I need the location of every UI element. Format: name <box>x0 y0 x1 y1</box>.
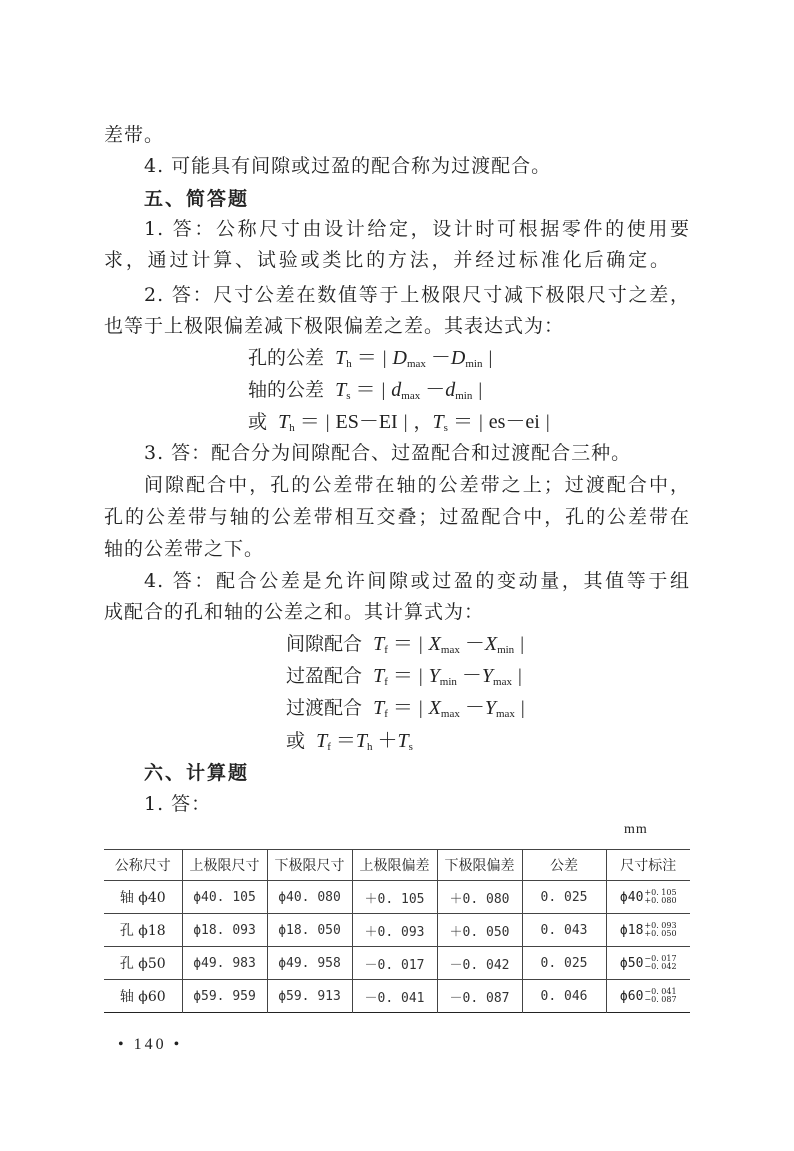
text-line: 4. 答：配合公差是允许间隙或过盈的变动量，其值等于组 <box>144 570 690 592</box>
text-line: 1. 答：公称尺寸由设计给定，设计时可根据零件的使用要 <box>144 218 690 240</box>
text-line: 求，通过计算、试验或类比的方法，并经过标准化后确定。 <box>104 249 670 271</box>
cell-es: －0. 041 <box>352 980 437 1013</box>
page-number: • 140 • <box>118 1036 183 1053</box>
column-header: 尺寸标注 <box>606 850 690 881</box>
text-line: 差带。 <box>104 124 165 146</box>
formula-deviation-form: 或 $T_h$ ＝ | ES－EI | ，$T_s$ ＝ | es－ei | <box>248 411 550 434</box>
cell-min: ϕ59. 913 <box>267 980 352 1013</box>
table-row <box>104 980 690 1013</box>
dim-upper: −0. 041 <box>644 987 677 996</box>
dim-upper: +0. 093 <box>644 921 677 930</box>
table-row <box>104 881 690 914</box>
cell-max: ϕ18. 093 <box>182 914 267 947</box>
text-line: 孔的公差带与轴的公差带相互交叠；过盈配合中，孔的公差带在 <box>104 506 690 528</box>
dim-lower: −0. 042 <box>644 962 677 971</box>
cell-dimension <box>606 914 690 947</box>
cell-max: ϕ59. 959 <box>182 980 267 1013</box>
text-line: 4. 可能具有间隙或过盈的配合称为过渡配合。 <box>144 155 552 177</box>
cell-name: 孔 ϕ18 <box>104 914 182 947</box>
cell-tolerance: 0. 025 <box>522 881 606 914</box>
cell-min: ϕ18. 050 <box>267 914 352 947</box>
table-row <box>104 947 690 980</box>
cell-max: ϕ40. 105 <box>182 881 267 914</box>
text-line: 3. 答：配合分为间隙配合、过盈配合和过渡配合三种。 <box>144 442 632 464</box>
cell-es: ＋0. 105 <box>352 881 437 914</box>
formula-shaft-tolerance: 轴的公差 $T_s$ ＝ | $d_{max} -d_{min}$ | <box>248 379 483 402</box>
dim-base: ϕ40 <box>619 890 644 905</box>
formula-label: 过盈配合 <box>286 665 363 687</box>
cell-tolerance: 0. 046 <box>522 980 606 1013</box>
dim-lower: +0. 050 <box>644 929 677 938</box>
cell-ei: －0. 087 <box>437 980 522 1013</box>
column-header: 下极限尺寸 <box>267 850 352 881</box>
column-header: 上极限偏差 <box>352 850 437 881</box>
formula-label: 或 <box>248 411 268 433</box>
formula-label: 过渡配合 <box>286 697 363 719</box>
column-header: 公差 <box>522 850 606 881</box>
formula-label: 间隙配合 <box>286 633 363 655</box>
formula-label: 孔的公差 <box>248 347 325 369</box>
cell-es: －0. 017 <box>352 947 437 980</box>
cell-name: 轴 ϕ60 <box>104 980 182 1013</box>
text-line: 2. 答：尺寸公差在数值等于上极限尺寸减下极限尺寸之差， <box>144 284 690 306</box>
formula-fit-sum: 或 $T_f =T_h +T_s$ <box>286 730 413 753</box>
section-heading-6: 六、计算题 <box>144 762 250 784</box>
cell-min: ϕ49. 958 <box>267 947 352 980</box>
dim-lower: +0. 080 <box>644 896 677 905</box>
text-line: 间隙配合中，孔的公差带在轴的公差带之上；过渡配合中， <box>144 474 690 496</box>
unit-label: mm <box>624 822 648 837</box>
dim-base: ϕ18 <box>619 923 644 938</box>
tolerance-table <box>104 849 690 1013</box>
dim-lower: −0. 087 <box>644 995 677 1004</box>
formula-label: 或 <box>286 730 306 752</box>
text-line: 成配合的孔和轴的公差之和。其计算式为： <box>104 601 485 623</box>
dim-base: ϕ50 <box>619 956 644 971</box>
dim-upper: +0. 105 <box>644 888 677 897</box>
cell-name: 孔 ϕ50 <box>104 947 182 980</box>
cell-max: ϕ49. 983 <box>182 947 267 980</box>
cell-es: ＋0. 093 <box>352 914 437 947</box>
cell-dimension <box>606 947 690 980</box>
cell-dimension <box>606 980 690 1013</box>
cell-dimension <box>606 881 690 914</box>
formula-clearance-fit: 间隙配合 $T_f$ ＝ | $X_{max} -X_{min}$ | <box>286 633 524 656</box>
column-header: 下极限偏差 <box>437 850 522 881</box>
text-line: 轴的公差带之下。 <box>104 538 265 560</box>
cell-tolerance: 0. 043 <box>522 914 606 947</box>
formula-transition-fit: 过渡配合 $T_f$ ＝ | $X_{max} -Y_{max}$ | <box>286 697 525 720</box>
formula-hole-tolerance: 孔的公差 $T_h$ ＝ | $D_{max} -D_{min}$ | <box>248 347 493 370</box>
dim-base: ϕ60 <box>619 989 644 1004</box>
cell-ei: －0. 042 <box>437 947 522 980</box>
cell-min: ϕ40. 080 <box>267 881 352 914</box>
formula-interference-fit: 过盈配合 $T_f$ ＝ | $Y_{min} -Y_{max}$ | <box>286 665 522 688</box>
cell-name: 轴 ϕ40 <box>104 881 182 914</box>
cell-tolerance: 0. 025 <box>522 947 606 980</box>
table-row <box>104 914 690 947</box>
cell-ei: ＋0. 080 <box>437 881 522 914</box>
dim-upper: −0. 017 <box>644 954 677 963</box>
section-heading-5: 五、简答题 <box>144 188 250 210</box>
table-header-row <box>104 850 690 881</box>
formula-label: 轴的公差 <box>248 379 325 401</box>
cell-ei: ＋0. 050 <box>437 914 522 947</box>
text-line: 也等于上极限偏差减下极限偏差之差。其表达式为： <box>104 315 565 337</box>
column-header: 公称尺寸 <box>104 850 182 881</box>
column-header: 上极限尺寸 <box>182 850 267 881</box>
text-line: 1. 答： <box>144 793 212 815</box>
